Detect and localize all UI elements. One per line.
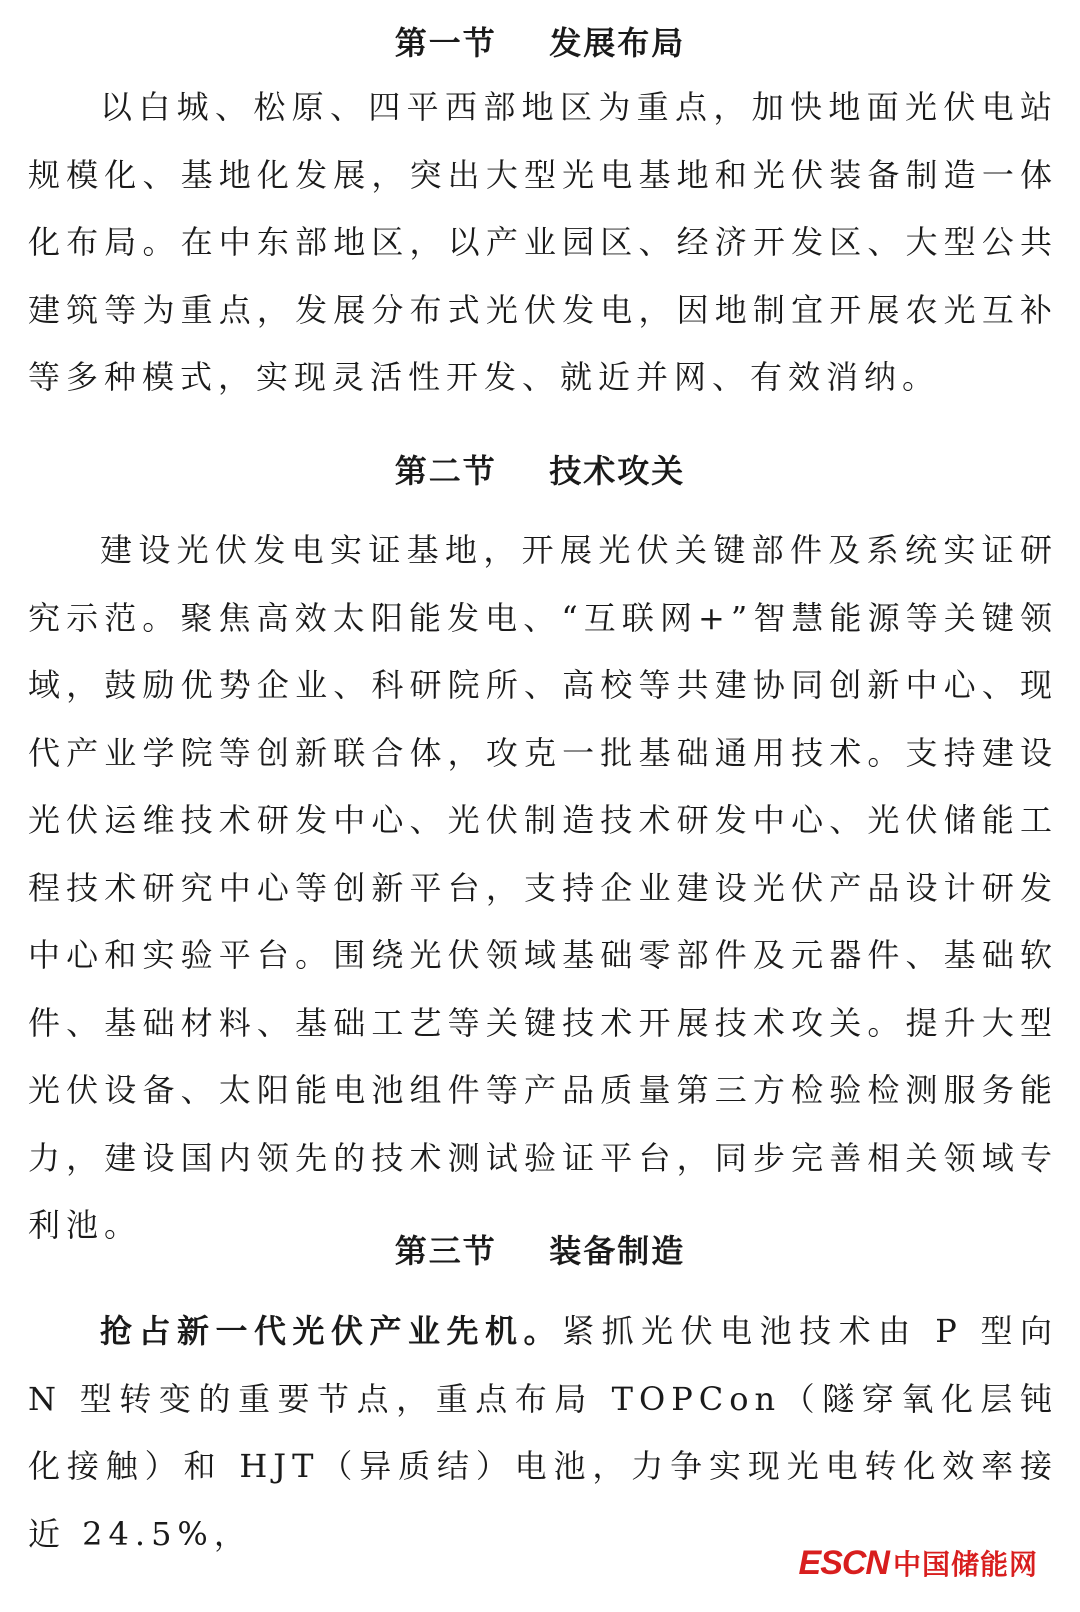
paragraph-lead: 抢占新一代光伏产业先机。 (100, 1312, 563, 1350)
section-2-paragraph (28, 517, 1058, 1260)
section-1-paragraph (28, 74, 1058, 412)
section-3-paragraph (28, 1298, 1058, 1568)
paragraph-text: 以白城、松原、四平西部地区为重点，加快地面光伏电站规模化、基地化发展，突出大型光电基地和光伏装备制造一体化布局。在中东部地区，以产业园区、经济开发区、大型公共建筑等为重点，发展分布式光伏发电，因地制宜开展农光互补等多种模式，实现灵活性开发、就近并网、有效消纳。 (28, 88, 1058, 396)
watermark-latin: ESCN (798, 1543, 889, 1582)
escn-watermark-logo (799, 1540, 1038, 1586)
watermark-chinese: 中国储能网 (892, 1548, 1038, 1581)
section-heading-1: 第一节 发展布局 (394, 24, 686, 62)
section-heading-2: 第二节 技术攻关 (394, 452, 686, 490)
paragraph-text: 建设光伏发电实证基地，开展光伏关键部件及系统实证研究示范。聚焦高效太阳能发电、“互联网+”智慧能源等关键领域，鼓励优势企业、科研院所、高校等共建协同创新中心、现代产业学院等创新联合体，攻克一批基础通用技术。支持建设光伏运维技术研发中心、光伏制造技术研发中心、光伏储能工程技术研究中心等创新平台，支持企业建设光伏产品设计研发中心和实验平台。围绕光伏领域基础零部件及元器件、基础软件、基础材料、基础工艺等关键技术开展技术攻关。提升大型光伏设备、太阳能电池组件等产品质量第三方检验检测服务能力，建设国内领先的技术测试验证平台，同步完善相关领域专利池。 (28, 531, 1058, 1244)
section-heading-3: 第三节 装备制造 (394, 1232, 686, 1270)
paragraph-text: 紧抓光伏电池技术由 P 型向 N 型转变的重要节点，重点布局 TOPCon（隧穿氧化层钝化接触）和 HJT（异质结）电池，力争实现光电转化效率接近 24.5%， (28, 1312, 1058, 1553)
